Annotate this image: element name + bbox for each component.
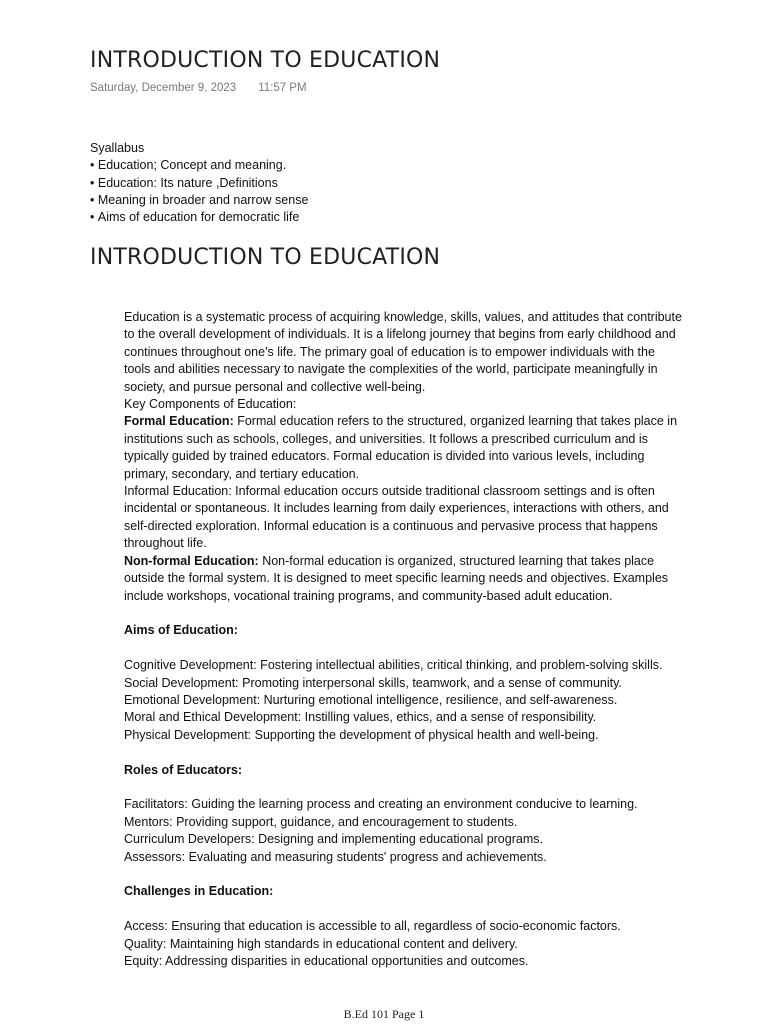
nonformal-education-text: Non-formal education is organized, structured learning that takes place outside the formal system. It is designed to meet specific learning needs and objectives. Examples include workshops, vocational training programs, and community-based adult education. <box>124 553 669 603</box>
challenges-item: Access: Ensuring that education is accessible to all, regardless of socio-economic factors. <box>124 919 621 934</box>
challenges-heading: Challenges in Education: <box>124 884 274 899</box>
aims-item: Emotional Development: Nurturing emotional intelligence, resilience, and self-awareness. <box>124 692 618 707</box>
informal-education-paragraph: Informal Education: Informal education occurs outside traditional classroom settings and is often incidental or spontaneous. It includes learning from daily experiences, interactions with others, and self-directed exploration. Informal education is a continuous and pervasive process that happens throughout life. <box>124 484 669 551</box>
formal-education-paragraph <box>124 413 684 483</box>
intro-paragraph: Education is a systematic process of acquiring knowledge, skills, values, and attitudes that contribute to the overall development of individuals. It is a lifelong journey that begins from early childhood and continues throughout one's life. The primary goal of education is to empower individuals with the tools and abilities necessary to navigate the complexities of the world, participate meaningfully in society, and pursue personal and collective well-being. <box>124 310 682 394</box>
syllabus-item: • Education; Concept and meaning. <box>90 157 308 174</box>
roles-item: Assessors: Evaluating and measuring students' progress and achievements. <box>124 849 547 864</box>
nonformal-education-label: Non-formal Education: <box>124 553 259 568</box>
key-components-heading: Key Components of Education: <box>124 397 297 412</box>
aims-item: Physical Development: Supporting the development of physical health and well-being. <box>124 727 599 742</box>
syllabus-block <box>90 140 308 226</box>
syllabus-item: • Meaning in broader and narrow sense <box>90 192 308 209</box>
roles-item: Mentors: Providing support, guidance, and encouragement to students. <box>124 814 518 829</box>
nonformal-education-paragraph <box>124 553 684 605</box>
syllabus-item: • Aims of education for democratic life <box>90 209 308 226</box>
syllabus-heading: Syallabus <box>90 141 145 155</box>
formal-education-text: Formal education refers to the structured, organized learning that takes place in institutions such as schools, colleges, and universities. It follows a prescribed curriculum and is typically guided by trained educators. Formal education is divided into various levels, including primary, secondary, and tertiary education. <box>124 414 678 481</box>
challenges-item: Equity: Addressing disparities in educational opportunities and outcomes. <box>124 953 529 968</box>
page-footer: B.Ed 101 Page 1 <box>343 1007 425 1021</box>
roles-item: Facilitators: Guiding the learning process and creating an environment conducive to learning. <box>124 797 638 812</box>
formal-education-label: Formal Education: <box>124 414 234 429</box>
page-metadata <box>90 82 307 94</box>
aims-heading: Aims of Education: <box>124 623 238 638</box>
section-title: INTRODUCTION TO EDUCATION <box>90 245 441 270</box>
page-time: 11:57 PM <box>258 82 307 94</box>
aims-item: Moral and Ethical Development: Instilling values, ethics, and a sense of responsibility. <box>124 710 597 725</box>
page-title: INTRODUCTION TO EDUCATION <box>90 48 441 73</box>
challenges-item: Quality: Maintaining high standards in educational content and delivery. <box>124 936 518 951</box>
roles-heading: Roles of Educators: <box>124 762 243 777</box>
aims-item: Cognitive Development: Fostering intellectual abilities, critical thinking, and problem-solving skills. <box>124 658 663 673</box>
aims-item: Social Development: Promoting interpersonal skills, teamwork, and a sense of community. <box>124 675 622 690</box>
body-content <box>124 309 684 970</box>
syllabus-list <box>90 157 308 226</box>
syllabus-item: • Education: Its nature ,Definitions <box>90 175 308 192</box>
roles-item: Curriculum Developers: Designing and implementing educational programs. <box>124 832 543 847</box>
page-date: Saturday, December 9, 2023 <box>90 82 237 94</box>
